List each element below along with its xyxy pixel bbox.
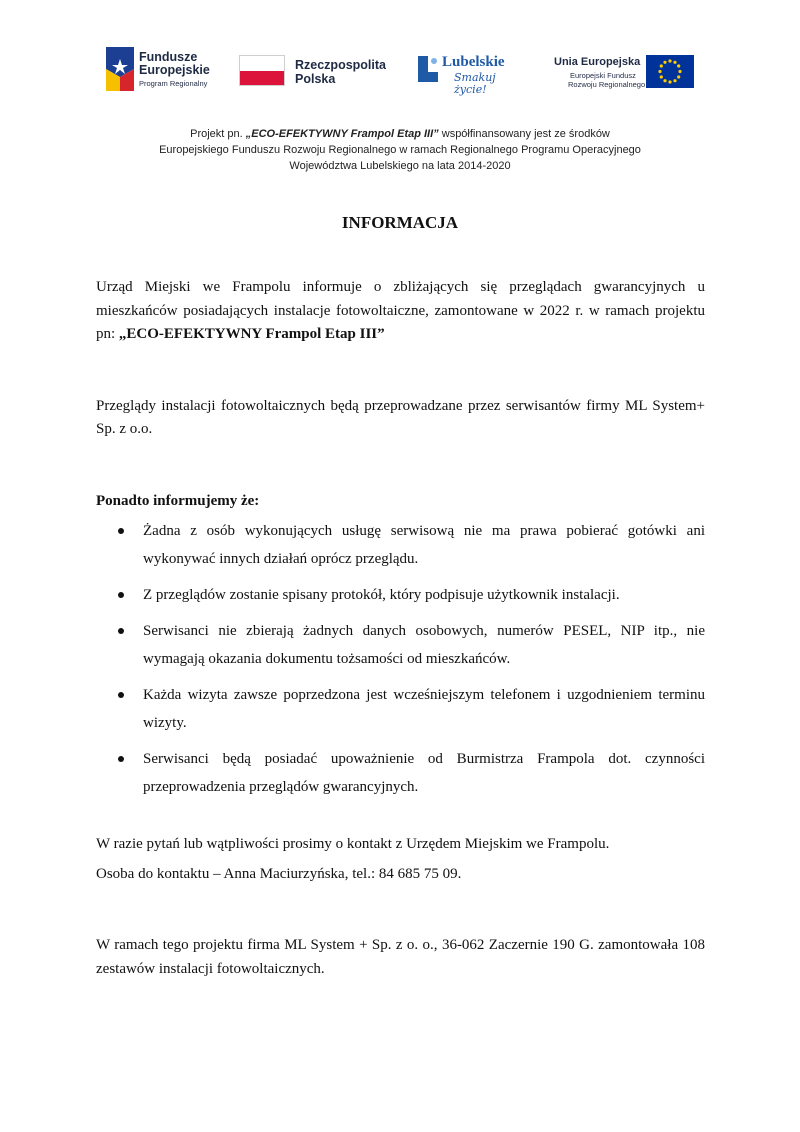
rzeczpospolita-line2: Polska	[295, 72, 336, 86]
project-line1	[0, 126, 800, 142]
project-name: „ECO-EFEKTYWNY Frampol Etap III”	[245, 128, 439, 140]
lubelskie-emblem-icon	[414, 54, 440, 84]
project-suffix: współfinansowany jest ze środków	[438, 128, 610, 140]
bullet-icon	[118, 528, 124, 534]
polish-flag-icon	[239, 55, 285, 86]
list-item: Serwisanci będą posiadać upoważnienie od Burmistrza Frampola dot. czynności przeprowadzenia przeglądów gwarancyjnych.	[96, 745, 705, 801]
list-item: Każda wizyta zawsze poprzedzona jest wcześniejszym telefonem i uzgodnieniem terminu wizyty.	[96, 681, 705, 737]
project-header	[0, 126, 800, 174]
fundusze-line1: Fundusze	[139, 50, 198, 64]
rzeczpospolita-polska-logo	[239, 55, 386, 89]
bullet-icon	[118, 756, 124, 762]
fundusze-europejskie-emblem-icon	[106, 47, 134, 91]
fundusze-europejskie-logo	[106, 47, 226, 93]
bullet-icon	[118, 692, 124, 698]
final-paragraph: W ramach tego projektu firma ML System + Sp. z o. o., 36-062 Zaczernie 190 G. zamontowała 108 zestawów instalacji fotowoltaicznych.	[96, 937, 705, 977]
service-paragraph: Przeglądy instalacji fotowoltaicznych będą przeprowadzane przez serwisantów firmy ML System+ Sp. z o.o.	[96, 397, 705, 437]
fundusze-line3: Program Regionalny	[139, 79, 208, 88]
moreover-heading: Ponadto informujemy że:	[96, 492, 260, 509]
unia-line2: Europejski Fundusz	[570, 71, 636, 80]
rzeczpospolita-line1: Rzeczpospolita	[295, 58, 386, 72]
document-body	[96, 276, 705, 981]
list-item: Serwisanci nie zbierają żadnych danych osobowych, numerów PESEL, NIP itp., nie wymagają okazania dokumentu tożsamości od mieszkańców.	[96, 617, 705, 673]
intro-paragraph	[96, 276, 705, 347]
unia-line1: Unia Europejska	[554, 56, 641, 68]
lubelskie-logo	[414, 52, 524, 96]
list-item: Żadna z osób wykonujących usługę serwisową nie ma prawa pobierać gotówki ani wykonywać innych działań oprócz przeglądu.	[96, 517, 705, 573]
list-item: Z przeglądów zostanie spisany protokół, który podpisuje użytkownik instalacji.	[96, 581, 705, 609]
lubelskie-line1: Lubelskie	[442, 54, 505, 70]
contact-line1: W razie pytań lub wątpliwości prosimy o kontakt z Urzędem Miejskim we Frampolu.	[96, 836, 610, 852]
intro-text: Urząd Miejski we Frampolu informuje o zbliżających się przeglądach gwarancyjnych u mieszkańców posiadających instalacje fotowoltaiczne, zamontowane w 2022 r. w ramach projektu pn:	[96, 279, 705, 342]
fundusze-line2: Europejskie	[139, 63, 210, 77]
unia-line3: Rozwoju Regionalnego	[568, 80, 646, 89]
intro-project-name: „ECO-EFEKTYWNY Frampol Etap III”	[118, 326, 385, 342]
bullet-icon	[118, 628, 124, 634]
project-line3: Województwa Lubelskiego na lata 2014-2020	[289, 160, 511, 172]
project-prefix: Projekt pn.	[190, 128, 246, 140]
logo-strip	[0, 0, 800, 110]
page-title: INFORMACJA	[341, 213, 459, 232]
project-line2: Europejskiego Funduszu Rozwoju Regionalnego w ramach Regionalnego Programu Operacyjnego	[159, 144, 641, 156]
contact-line2: Osoba do kontaktu – Anna Maciurzyńska, tel.: 84 685 75 09.	[96, 865, 462, 882]
lubelskie-line2: Smakuj życie!	[454, 71, 496, 96]
bullet-icon	[118, 592, 124, 598]
unia-europejska-logo	[552, 54, 697, 90]
information-list	[96, 517, 705, 801]
eu-flag-icon	[646, 55, 694, 88]
